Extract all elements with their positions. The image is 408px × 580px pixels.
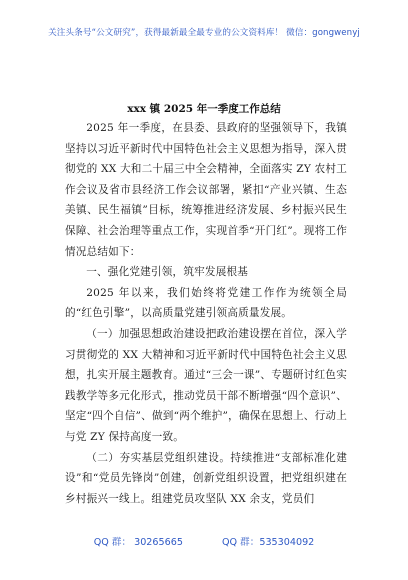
section-1-summary: 2025 年以来，我们始终将党建工作作为统领全局的“红色引擎”，以高质量党建引领高质量发展。 [65,286,347,320]
subsection-2-paragraph: （二）夯实基层党组织建设。持续推进“支部标准化建设”和“党员先锋岗”创建，创新党组织设置，把党组织建在乡村振兴一线上。组建党员攻坚队 XX 余支，党员们 [65,451,347,505]
document-title: xxx 镇 2025 年一季度工作总结 [127,103,281,115]
footer-qq-groups [0,534,408,548]
intro-paragraph: 2025 年一季度，在县委、县政府的坚强领导下，我镇坚持以习近平新时代中国特色社会主义思想为指导，深入贯彻党的 XX 大和二十届三中全会精神，全面落实 ZY 农村工作会议及省市县经济工作会议部署，紧扣“产业兴镇、生态美镇、民生福镇”目标，统筹推进经济发展、乡村振兴民生保障、社会治理等重点工作，实现首季“开门红”。现将工作情况总结如下： [65,122,347,258]
document-body [65,118,347,509]
header-banner: 关注头条号“公文研究”，获得最新最全最专业的公文资料库！ 微信：gongwenyj [48,28,360,38]
subsection-1-paragraph: （一）加强思想政治建设把政治建设摆在首位，深入学习贯彻党的 XX 大精神和习近平新时代中国特色社会主义思想，扎实开展主题教育。通过“三会一课”、专题研讨红色实践教学等多元化形式，推动党员干部不断增强“四个意识”、坚定“四个自信”、做到“两个维护”，确保在思想上、行动上与党 ZY 保持高度一致。 [65,327,347,443]
section-heading-1: 一、强化党建引领，筑牢发展根基 [86,266,249,279]
qq-group-right: QQ 群：535304092 [222,537,315,548]
qq-group-left: QQ 群： 30265665 [93,537,183,548]
